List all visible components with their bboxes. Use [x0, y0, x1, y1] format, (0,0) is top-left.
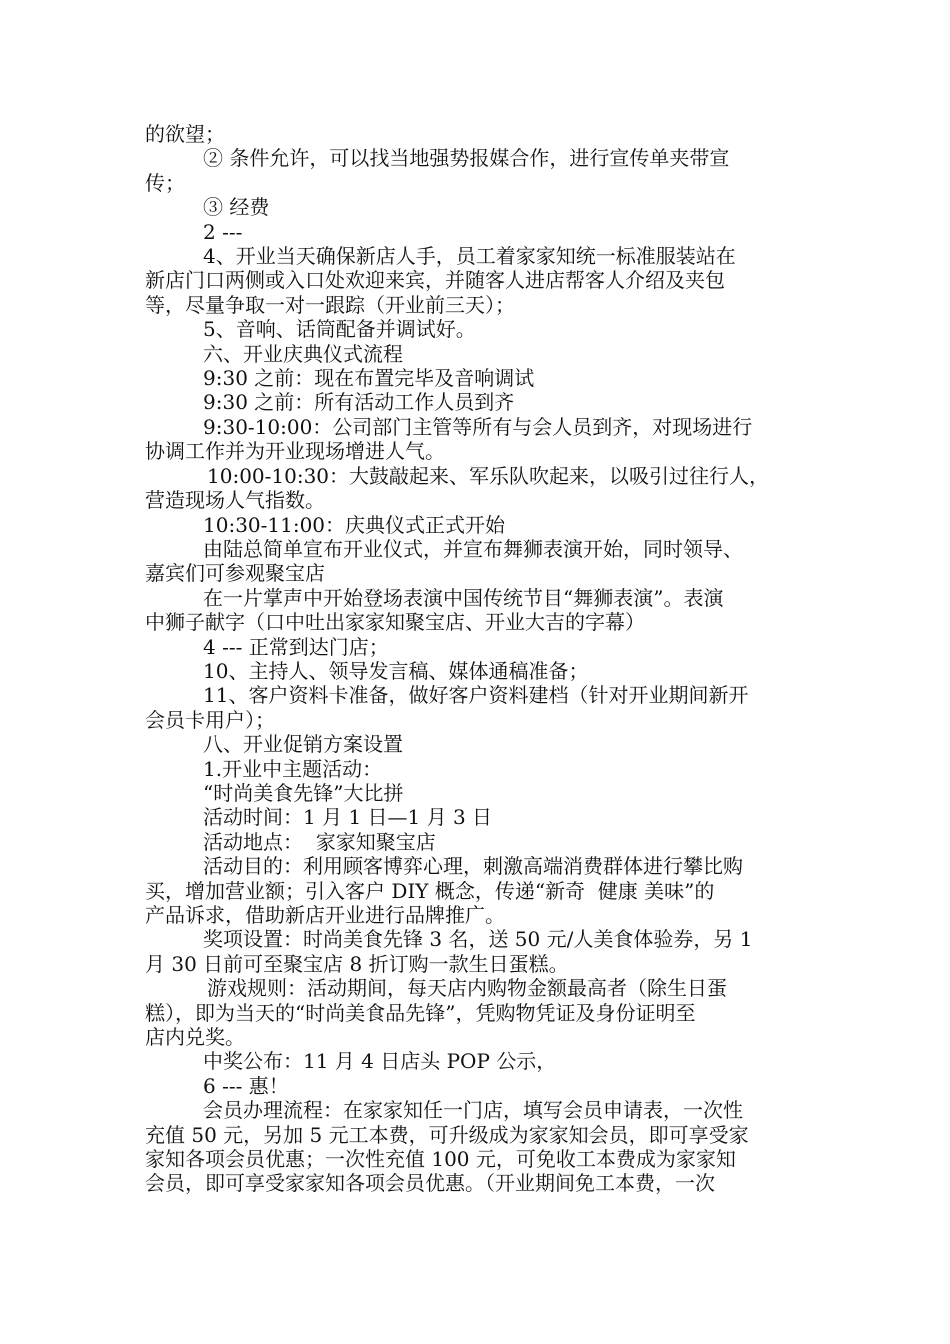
text-line: 在一片掌声中开始登场表演中国传统节目“舞狮表演”。表演 — [203, 585, 724, 610]
text-line: 糕），即为当天的“时尚美食品先锋”，凭购物凭证及身份证明至 — [145, 1000, 696, 1025]
text-line: 会员，即可享受家家知各项会员优惠。（开业期间免工本费，一次 — [145, 1171, 715, 1196]
text-line: 月 30 日前可至聚宝店 8 折订购一款生日蛋糕。 — [145, 951, 569, 976]
document-body — [145, 122, 805, 1196]
text-line: 产品诉求，借助新店开业进行品牌推广。 — [145, 903, 505, 927]
text-line: 嘉宾们可参观聚宝店 — [145, 561, 325, 586]
text-line: 奖项设置：时尚美食先锋 3 名，送 50 元/人美食体验券，另 1 — [203, 927, 753, 952]
text-line: 9:30 之前：所有活动工作人员到齐 — [203, 390, 515, 415]
text-line: 6 --- 惠！ — [203, 1073, 289, 1098]
text-line: 10:00-10:30：大鼓敲起来、军乐队吹起来，以吸引过往行人， — [207, 463, 770, 488]
section-heading: 六、开业庆典仪式流程 — [203, 341, 403, 366]
text-line: “时尚美食先锋”大比拼 — [203, 780, 404, 805]
text-line: 充值 50 元，另加 5 元工本费，可升级成为家家知会员，即可享受家 — [145, 1122, 749, 1147]
text-line: 10、主持人、领导发言稿、媒体通稿准备； — [203, 658, 589, 683]
text-line: 会员卡用户）； — [145, 707, 275, 732]
text-line: 游戏规则：活动期间，每天店内购物金额最高者（除生日蛋 — [207, 976, 727, 1001]
text-line: ② 条件允许，可以找当地强势报媒合作，进行宣传单夹带宣 — [203, 146, 730, 171]
text-line: 家知各项会员优惠；一次性充值 100 元，可免收工本费成为家家知 — [145, 1147, 736, 1172]
text-line: 4、开业当天确保新店人手，员工着家家知统一标准服装站在 — [203, 244, 736, 269]
text-line: 1.开业中主题活动： — [203, 756, 383, 781]
text-line: 活动时间：1 月 1 日—1 月 3 日 — [203, 805, 493, 830]
text-line: 2 --- — [203, 219, 243, 244]
text-line: 活动地点： 家家知聚宝店 — [203, 829, 436, 854]
text-line: 10:30-11:00：庆典仪式正式开始 — [203, 512, 506, 537]
text-line: 中奖公布：11 月 4 日店头 POP 公示， — [203, 1049, 557, 1074]
text-line: 9:30 之前：现在布置完毕及音响调试 — [203, 366, 535, 391]
text-line: ③ 经费 — [203, 195, 270, 220]
text-line: 传； — [145, 170, 185, 195]
text-line: 协调工作并为开业现场增进人气。 — [145, 439, 445, 464]
text-line: 11、客户资料卡准备，做好客户资料建档（针对开业期间新开 — [203, 683, 749, 708]
text-line: 活动目的：利用顾客博弈心理，刺激高端消费群体进行攀比购 — [203, 854, 743, 879]
text-line: 会员办理流程：在家家知任一门店，填写会员申请表，一次性 — [203, 1098, 743, 1123]
text-line: 由陆总简单宣布开业仪式，并宣布舞狮表演开始，同时领导、 — [203, 536, 743, 561]
section-heading: 八、开业促销方案设置 — [203, 732, 403, 757]
text-line: 营造现场人气指数。 — [145, 488, 325, 513]
text-line: 4 --- 正常到达门店； — [203, 634, 389, 659]
text-line: 9:30-10:00：公司部门主管等所有与会人员到齐，对现场进行 — [203, 414, 753, 439]
text-line: 中狮子献字（口中吐出家家知聚宝店、开业大吉的字幕） — [145, 610, 645, 635]
text-line: 店内兑奖。 — [145, 1025, 245, 1050]
text-line: 买，增加营业额；引入客户 DIY 概念，传递“新奇 健康 美味”的 — [145, 878, 715, 903]
text-line: 5、音响、话筒配备并调试好。 — [203, 317, 476, 342]
text-line: 新店门口两侧或入口处欢迎来宾，并随客人进店帮客人介绍及夹包 — [145, 268, 725, 293]
text-line: 的欲望； — [145, 122, 225, 146]
text-line: 等，尽量争取一对一跟踪（开业前三天）； — [145, 292, 515, 317]
